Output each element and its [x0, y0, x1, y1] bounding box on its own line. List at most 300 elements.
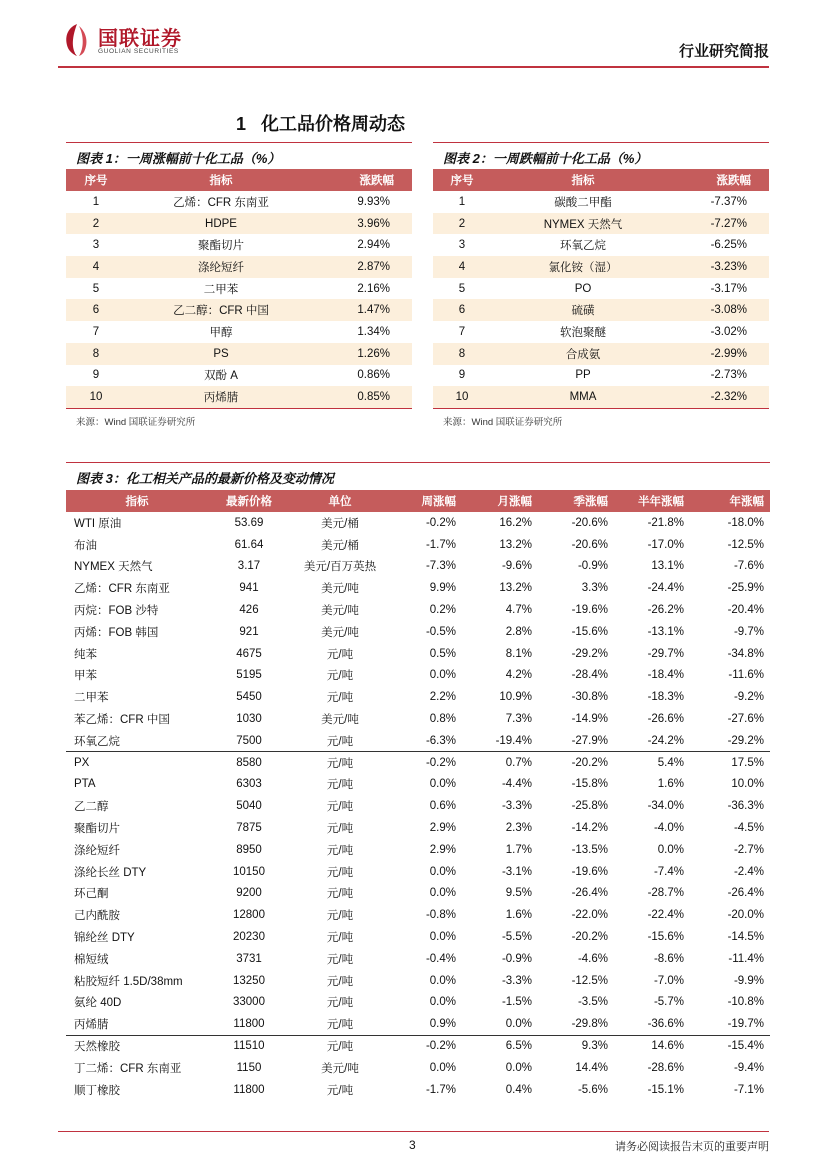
fig3-cell: 涤纶短纤: [74, 844, 120, 857]
fig3-cell: 2.3%: [505, 822, 532, 835]
fig3-cell: 4.2%: [505, 669, 532, 682]
fig3-cell: 元/吨: [326, 910, 354, 923]
fig3-cell: 5195: [236, 669, 262, 682]
fig2-cell: -2.73%: [710, 369, 747, 382]
fig3-cell: 美元/百万英热: [303, 561, 377, 574]
fig1-cell: 2.94%: [357, 239, 390, 252]
fig3-table: [66, 490, 770, 1101]
fig3-row: [66, 621, 770, 643]
page-header: [0, 0, 827, 72]
fig3-cell: 2.2%: [429, 691, 456, 704]
fig1-row: [66, 191, 412, 213]
fig3-cell: 0.0%: [505, 1017, 532, 1030]
fig3-cell: -34.0%: [647, 800, 684, 813]
fig3-cell: 元/吨: [326, 932, 354, 945]
fig3-cell: 美元/桶: [321, 539, 359, 552]
fig2-title: 图表 2：一周跌幅前十化工品（%）: [443, 151, 648, 166]
fig3-cell: 9.5%: [505, 887, 532, 900]
fig3-cell: -21.8%: [647, 516, 684, 529]
fig3-cell: NYMEX 天然气: [74, 561, 153, 574]
logo-mark-icon: [62, 22, 92, 58]
fig2-cell: 8: [433, 343, 491, 365]
fig2-cell: 9: [458, 369, 466, 382]
fig3-cell: 4.7%: [505, 604, 532, 617]
fig2-top-rule: [433, 142, 769, 143]
fig3-row: [66, 883, 770, 905]
fig3-cell: 环己酮: [74, 888, 109, 901]
fig2-header-cell: 指标: [491, 169, 675, 191]
fig3-cell: -29.2%: [571, 647, 608, 660]
fig1-row: [66, 386, 412, 408]
fig3-cell: 10150: [233, 865, 265, 878]
fig3-cell: -0.2%: [425, 516, 456, 529]
fig1-cell: 1: [92, 195, 100, 208]
fig3-cell: 锦纶丝 DTY: [74, 932, 135, 945]
fig3-cell: 元/吨: [326, 866, 354, 879]
fig2-table: [433, 169, 769, 408]
fig3-cell: 13.2%: [499, 538, 532, 551]
fig3-cell: 941: [239, 582, 259, 595]
fig3-cell: -0.2%: [390, 1035, 462, 1057]
fig3-cell: 0.0%: [429, 931, 456, 944]
fig3-cell: 8.1%: [505, 647, 532, 660]
fig3-cell: -7.1%: [733, 1083, 764, 1096]
fig3-cell: 1030: [236, 713, 262, 726]
fig1-source: 来源：Wind 国联证券研究所: [76, 417, 196, 428]
fig3-cell: -10.8%: [727, 996, 764, 1009]
fig3-cell: PTA: [74, 778, 96, 791]
fig3-cell: -27.6%: [727, 713, 764, 726]
fig3-header-cell: 最新价格: [208, 490, 290, 512]
fig3-cell: -15.6%: [571, 625, 608, 638]
fig1-title: 图表 1：一周涨幅前十化工品（%）: [76, 151, 281, 166]
fig3-cell: -12.5%: [727, 538, 764, 551]
fig3-cell: 天然橡胶: [66, 1035, 208, 1057]
fig3-cell: -3.3%: [501, 974, 532, 987]
footer-divider: [58, 1131, 769, 1132]
fig3-cell: -2.4%: [733, 865, 764, 878]
fig3-cell: 元/吨: [326, 801, 354, 814]
fig1-header-row: [66, 169, 412, 191]
fig3-cell: -14.2%: [571, 822, 608, 835]
fig3-cell: -17.0%: [647, 538, 684, 551]
fig3-cell: -9.7%: [733, 625, 764, 638]
fig2-cell: NYMEX 天然气: [491, 213, 675, 235]
fig3-row: [66, 992, 770, 1014]
fig3-cell: -20.0%: [727, 909, 764, 922]
fig3-row: [66, 1035, 770, 1057]
fig3-cell: 9200: [236, 887, 262, 900]
fig3-header-cell: 半年涨幅: [614, 490, 690, 512]
fig3-cell: -28.4%: [571, 669, 608, 682]
fig3-cell: -25.8%: [571, 800, 608, 813]
fig3-cell: 丁二烯：CFR 东南亚: [74, 1062, 182, 1075]
fig3-cell: 纯苯: [74, 648, 97, 661]
fig3-row: [66, 861, 770, 883]
fig1-cell: 7: [92, 325, 100, 338]
fig3-cell: 3.3%: [581, 582, 608, 595]
fig3-cell: 元/吨: [290, 1035, 390, 1057]
fig3-row: [66, 752, 770, 774]
fig3-header-row: [66, 490, 770, 512]
fig2-cell: -3.17%: [710, 282, 747, 295]
fig2-row: [433, 365, 769, 387]
fig3-cell: 元/吨: [326, 1084, 354, 1097]
fig3-cell: 0.8%: [429, 713, 456, 726]
fig3-cell: 11800: [233, 1083, 265, 1096]
fig3-cell: -0.2%: [390, 752, 462, 774]
fig3-cell: -30.8%: [571, 691, 608, 704]
fig3-cell: -14.5%: [727, 931, 764, 944]
fig1-cell: 二甲苯: [203, 283, 239, 296]
fig3-cell: -4.5%: [733, 822, 764, 835]
fig3-cell: -9.2%: [733, 691, 764, 704]
fig3-cell: -26.6%: [647, 713, 684, 726]
fig3-row: [66, 948, 770, 970]
fig1-header-cell: 序号: [66, 169, 126, 191]
fig3-cell: -6.3%: [425, 734, 456, 747]
fig1-cell: 2.16%: [357, 282, 390, 295]
fig1-cell: 涤纶短纤: [126, 256, 316, 278]
fig2-row: [433, 278, 769, 300]
fig3-row: [66, 774, 770, 796]
fig2-cell: 10: [433, 386, 491, 408]
fig2-row: [433, 256, 769, 278]
fig3-cell: -14.9%: [571, 713, 608, 726]
fig3-cell: 环氧乙烷: [74, 735, 120, 748]
fig3-cell: WTI 原油: [74, 517, 122, 530]
fig3-cell: 10.9%: [499, 691, 532, 704]
fig3-cell: 16.2%: [499, 516, 532, 529]
fig3-cell: 6.5%: [462, 1035, 538, 1057]
fig3-cell: 美元/吨: [321, 626, 359, 639]
fig3-cell: 0.0%: [657, 843, 684, 856]
fig3-cell: 6303: [236, 778, 262, 791]
fig1-header-cell: 指标: [126, 169, 316, 191]
fig3-row: [66, 970, 770, 992]
fig1-cell: PS: [126, 343, 316, 365]
fig1-cell: 乙二醇：CFR 中国: [126, 299, 316, 321]
fig3-cell: 8950: [236, 843, 262, 856]
fig3-cell: 3731: [236, 952, 262, 965]
fig3-cell: -4.4%: [501, 778, 532, 791]
fig3-cell: -5.7%: [653, 996, 684, 1009]
fig3-cell: -4.0%: [653, 822, 684, 835]
fig3-row: [66, 1079, 770, 1101]
fig3-cell: 1.7%: [505, 843, 532, 856]
fig3-cell: 乙烯：CFR 东南亚: [74, 583, 170, 596]
fig3-cell: 苯乙烯：CFR 中国: [74, 714, 170, 727]
fig2-cell: 硫磺: [491, 299, 675, 321]
fig3-cell: -19.6%: [571, 865, 608, 878]
fig3-cell: 美元/吨: [321, 583, 359, 596]
fig3-cell: 426: [239, 604, 259, 617]
fig3-cell: -29.8%: [571, 1017, 608, 1030]
fig2-cell: 3: [458, 239, 466, 252]
fig3-cell: -1.5%: [501, 996, 532, 1009]
fig3-cell: -15.1%: [647, 1083, 684, 1096]
fig3-cell: 13.2%: [499, 582, 532, 595]
fig3-cell: -1.7%: [425, 1083, 456, 1096]
logo-text-en: GUOLIAN SECURITIES: [98, 48, 179, 55]
fig3-row: [66, 665, 770, 687]
fig2-cell: -6.25%: [710, 239, 747, 252]
fig2-cell: 1: [458, 195, 466, 208]
fig1-row: [66, 256, 412, 278]
fig2-cell: 7: [458, 325, 466, 338]
fig1-cell: 10: [66, 386, 126, 408]
fig2-cell: -3.02%: [710, 325, 747, 338]
fig3-cell: 0.2%: [429, 604, 456, 617]
fig3-cell: -19.6%: [571, 604, 608, 617]
fig3-cell: 11800: [233, 1017, 265, 1030]
fig1-cell: 6: [66, 299, 126, 321]
fig1-row: [66, 299, 412, 321]
fig3-row: [66, 599, 770, 621]
fig2-cell: 软泡聚醚: [560, 326, 606, 339]
fig3-row: [66, 686, 770, 708]
fig3-cell: 美元/吨: [321, 605, 359, 618]
fig3-cell: 棉短绒: [74, 953, 109, 966]
fig3-cell: -1.7%: [425, 538, 456, 551]
fig2-cell: 4: [433, 256, 491, 278]
fig3-cell: 53.69: [234, 516, 264, 529]
section-title-text: 化工品价格周动态: [261, 114, 406, 134]
fig3-cell: -18.4%: [647, 669, 684, 682]
fig3-cell: -18.3%: [647, 691, 684, 704]
fig1-top-rule: [66, 142, 412, 143]
fig1-row: [66, 234, 412, 256]
fig3-header-cell: 指标: [66, 490, 208, 512]
fig3-cell: 0.0%: [429, 974, 456, 987]
fig3-cell: -34.8%: [727, 647, 764, 660]
fig3-cell: 己内酰胺: [74, 910, 120, 923]
fig3-cell: -13.5%: [571, 843, 608, 856]
fig3-cell: 丙烯腈: [74, 1018, 109, 1031]
fig3-cell: -15.6%: [647, 931, 684, 944]
fig2-cell: 环氧乙烷: [560, 240, 606, 253]
fig3-cell: -4.6%: [577, 952, 608, 965]
fig3-cell: -0.9%: [501, 952, 532, 965]
fig3-cell: 13250: [233, 974, 265, 987]
fig2-cell: 合成氨: [491, 343, 675, 365]
section-number: 1: [236, 114, 247, 134]
fig3-cell: 14.4%: [575, 1061, 608, 1074]
fig3-cell: PX: [66, 752, 208, 774]
fig2-cell: PO: [574, 282, 592, 295]
fig1-table: [66, 169, 412, 408]
disclaimer: 请务必阅读报告末页的重要声明: [615, 1141, 769, 1153]
fig3-row: [66, 817, 770, 839]
fig3-cell: 20230: [233, 931, 265, 944]
fig3-cell: 元/吨: [290, 752, 390, 774]
fig1-row: [66, 343, 412, 365]
fig2-cell: -7.27%: [675, 213, 769, 235]
fig2-header-row: [433, 169, 769, 191]
fig3-cell: 0.0%: [429, 778, 456, 791]
fig3-title: 图表 3：化工相关产品的最新价格及变动情况: [76, 471, 334, 486]
fig2-source: 来源：Wind 国联证券研究所: [443, 417, 563, 428]
fig3-row: [66, 708, 770, 730]
fig2-header-cell: 涨跌幅: [675, 169, 769, 191]
fig1-cell: 双酚 A: [204, 370, 238, 383]
fig3-cell: 5450: [236, 691, 262, 704]
section-title: [236, 110, 405, 136]
fig3-cell: -15.8%: [571, 778, 608, 791]
fig3-header-cell: 季涨幅: [538, 490, 614, 512]
fig3-cell: -29.7%: [647, 647, 684, 660]
fig3-cell: -3.3%: [501, 800, 532, 813]
fig3-cell: -24.2%: [647, 734, 684, 747]
fig3-row: [66, 512, 770, 534]
fig3-cell: 0.0%: [429, 669, 456, 682]
fig3-cell: 9.9%: [429, 582, 456, 595]
fig3-cell: 0.0%: [505, 1061, 532, 1074]
fig3-top-rule: [66, 462, 770, 463]
fig3-cell: 1150: [236, 1061, 262, 1074]
fig3-row: [66, 795, 770, 817]
fig3-cell: -8.6%: [653, 952, 684, 965]
fig3-cell: 0.0%: [429, 1061, 456, 1074]
fig1-bottom-rule: [66, 408, 412, 409]
fig3-cell: 布油: [74, 539, 97, 552]
fig3-cell: -3.1%: [501, 865, 532, 878]
fig3-cell: -11.6%: [728, 669, 764, 682]
fig3-cell: 粘胶短纤 1.5D/38mm: [74, 975, 183, 988]
fig3-cell: 元/吨: [326, 648, 354, 661]
fig3-cell: -7.3%: [425, 560, 456, 573]
fig3-cell: -9.9%: [733, 974, 764, 987]
fig2-cell: 氯化铵（湿）: [491, 256, 675, 278]
fig1-row: [66, 278, 412, 300]
fig1-cell: 甲醇: [209, 326, 233, 339]
fig3-header-cell: 周涨幅: [390, 490, 462, 512]
page-number: 3: [409, 1138, 416, 1152]
fig3-cell: 二甲苯: [74, 692, 109, 705]
fig1-cell: 3.96%: [316, 213, 412, 235]
fig2-header-cell: 序号: [433, 169, 491, 191]
fig3-cell: 元/吨: [326, 823, 354, 836]
fig3-cell: 13.1%: [651, 560, 684, 573]
fig3-cell: 7875: [236, 822, 262, 835]
fig1-cell: 0.86%: [357, 369, 390, 382]
fig3-cell: -0.8%: [425, 909, 456, 922]
fig1-cell: 9: [92, 369, 100, 382]
fig3-cell: -20.6%: [571, 516, 608, 529]
fig3-row: [66, 926, 770, 948]
fig3-row: [66, 556, 770, 578]
fig1-cell: 1.34%: [357, 325, 390, 338]
fig2-cell: 碳酸二甲酯: [554, 196, 612, 209]
fig3-row: [66, 534, 770, 556]
fig3-cell: 2.9%: [429, 843, 456, 856]
fig3-cell: -11.4%: [728, 952, 764, 965]
fig3-cell: 921: [239, 625, 259, 638]
fig3-cell: -12.5%: [571, 974, 608, 987]
fig3-cell: -3.5%: [577, 996, 608, 1009]
fig3-cell: 8580: [208, 752, 290, 774]
fig3-cell: 元/吨: [326, 735, 354, 748]
fig3-cell: 元/吨: [326, 692, 354, 705]
fig1-cell: 8: [66, 343, 126, 365]
fig2-row: [433, 386, 769, 408]
fig3-cell: 元/吨: [326, 997, 354, 1010]
fig2-row: [433, 321, 769, 343]
fig3-cell: -20.2%: [571, 931, 608, 944]
header-divider: [58, 66, 769, 68]
fig3-cell: 元/吨: [326, 953, 354, 966]
fig3-cell: -0.9%: [577, 560, 608, 573]
fig2-cell: 6: [433, 299, 491, 321]
fig1-cell: 2: [66, 213, 126, 235]
fig3-cell: 元/吨: [326, 670, 354, 683]
fig3-cell: 0.4%: [505, 1083, 532, 1096]
company-logo: [58, 20, 228, 64]
fig3-cell: -19.7%: [727, 1017, 764, 1030]
fig3-cell: -5.6%: [577, 1083, 608, 1096]
fig3-row: [66, 1057, 770, 1079]
fig3-cell: 14.6%: [614, 1035, 690, 1057]
fig3-cell: 0.6%: [429, 800, 456, 813]
fig3-cell: 0.9%: [429, 1017, 456, 1030]
fig3-cell: 5040: [236, 800, 262, 813]
fig3-cell: -22.4%: [647, 909, 684, 922]
fig3-cell: 美元/吨: [321, 714, 359, 727]
fig1-row: [66, 213, 412, 235]
fig1-header-cell: 涨跌幅: [316, 169, 412, 191]
fig3-cell: -9.4%: [733, 1061, 764, 1074]
fig1-cell: HDPE: [126, 213, 316, 235]
fig2-cell: -2.99%: [675, 343, 769, 365]
fig3-cell: -7.0%: [653, 974, 684, 987]
fig3-row: [66, 904, 770, 926]
fig3-cell: 0.0%: [429, 865, 456, 878]
fig3-cell: 0.0%: [429, 996, 456, 1009]
fig3-cell: 聚酯切片: [74, 823, 120, 836]
fig3-cell: 涤纶长丝 DTY: [74, 866, 147, 879]
fig2-row: [433, 234, 769, 256]
fig3-cell: 元/吨: [326, 779, 354, 792]
fig2-cell: MMA: [491, 386, 675, 408]
fig2-row: [433, 299, 769, 321]
fig3-cell: -27.9%: [571, 734, 608, 747]
fig1-cell: 9.93%: [357, 195, 390, 208]
fig3-row: [66, 730, 770, 752]
fig3-row: [66, 839, 770, 861]
fig3-cell: 丙烷：FOB 沙特: [74, 605, 159, 618]
fig1-row: [66, 365, 412, 387]
fig1-cell: 丙烯腈: [126, 386, 316, 408]
fig1-cell: 2.87%: [316, 256, 412, 278]
fig2-row: [433, 343, 769, 365]
fig3-cell: -25.9%: [727, 582, 764, 595]
fig3-row: [66, 577, 770, 599]
fig3-cell: -9.6%: [501, 560, 532, 573]
fig3-cell: -20.2%: [538, 752, 614, 774]
fig3-cell: -18.0%: [727, 516, 764, 529]
fig3-cell: -26.4%: [727, 887, 764, 900]
fig3-cell: -0.4%: [425, 952, 456, 965]
fig3-cell: 氨纶 40D: [74, 997, 122, 1010]
fig3-cell: 美元/桶: [321, 517, 359, 530]
fig3-cell: 元/吨: [326, 888, 354, 901]
fig3-cell: -19.4%: [495, 734, 532, 747]
report-type: 行业研究简报: [678, 43, 769, 60]
fig3-cell: -20.4%: [727, 604, 764, 617]
fig3-cell: -26.4%: [571, 887, 608, 900]
fig1-cell: 0.85%: [316, 386, 412, 408]
fig3-cell: 7.3%: [505, 713, 532, 726]
